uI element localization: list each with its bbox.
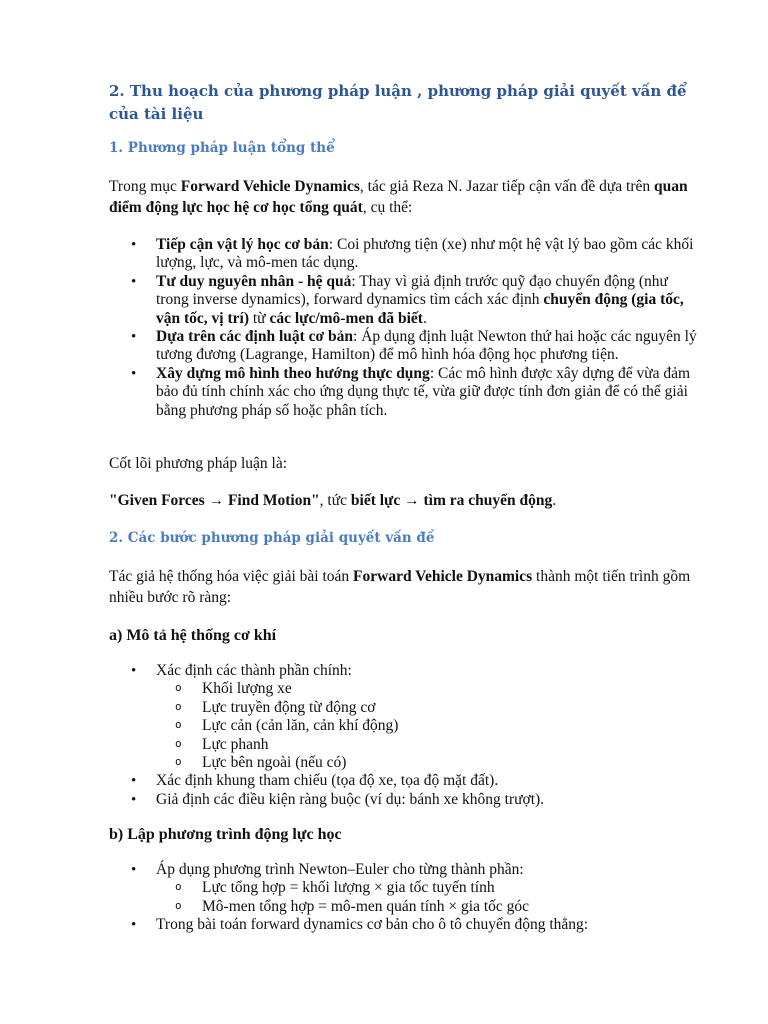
section-2-intro [109,566,699,608]
core-text: , tức [319,492,351,509]
list-item [109,861,699,916]
core-bold: biết lực → tìm ra chuyển động [350,492,553,509]
item-bold: Tiếp cận vật lý học cơ bản [156,236,329,253]
section-1-intro [109,176,699,218]
list-item [109,236,699,273]
item-text: từ [248,309,270,327]
core-bold: "Given Forces → Find Motion" [109,492,320,509]
step-b-title: b) Lập phương trình động lực học [109,826,342,843]
step-a-list [109,662,699,809]
intro-text: , cụ thể: [362,199,413,216]
list-item: • Trong bài toán forward dynamics cơ bản cho ô tô chuyển động thẳng: [109,916,699,934]
item-bold: các lực/mô-men đã biết [269,309,423,327]
item-bold: Xây dựng mô hình theo hướng thực dụng [156,364,430,382]
item-text: : Áp dụng định luật Newton thứ hai hoặc các nguyên lý tương đương (Lagrange, Hamilton) để mô hình hóa động học phương tiện. [156,328,697,364]
list-item [109,328,699,365]
list-item: • Xác định khung tham chiếu (tọa độ xe, tọa độ mặt đất). [109,772,699,790]
section-2-title: 2. Các bước phương pháp giải quyết vấn đề [109,530,435,546]
item-text: Xác định các thành phần chính: [156,662,352,679]
main-heading: 2. Thu hoạch của phương pháp luận , phương pháp giải quyết vấn để của tài liệu [109,82,687,123]
item-text: . [422,309,427,327]
list-item [109,273,699,328]
step-a-title: a) Mô tả hệ thống cơ khí [109,627,277,644]
step-a-sublist [156,680,699,772]
item-text: : Các mô hình được xây dựng để vừa đảm bảo đủ tính chính xác cho ứng dụng thực tế, vừa giữ được tính đơn giản để có thể giải bằng phương pháp số hoặc phân tích. [156,364,691,419]
sub-list-item: o Lực cản (cản lăn, cản khí động) [156,717,699,735]
core-statement [109,490,699,511]
section-1-title: 1. Phương pháp luận tổng thể [109,140,335,156]
intro-text: Tác giả hệ thống hóa việc giải bài toán [109,568,354,585]
step-b-sublist [156,879,699,916]
list-item [109,365,699,420]
item-bold: Dựa trên các định luật cơ bản [156,328,354,346]
sub-list-item: o Lực phanh [156,736,699,754]
item-text: Áp dụng phương trình Newton–Euler cho từng thành phần: [156,861,524,878]
intro-bold: Forward Vehicle Dynamics [180,178,360,195]
core-label: Cốt lõi phương pháp luận là: [109,455,288,472]
intro-text: , tác giả Reza N. Jazar tiếp cận vấn đề dựa trên [359,178,655,195]
intro-text: thành một tiến trình gồm nhiều bước rõ ràng: [109,568,691,606]
core-text: . [552,492,557,509]
item-bold: chuyển động (gia tốc, vận tốc, vị trí) [156,291,684,327]
sub-list-item: o Lực bên ngoài (nếu có) [156,754,699,772]
sub-list-item: o Mô-men tổng hợp = mô-men quán tính × gia tốc góc [156,898,699,916]
intro-bold: Forward Vehicle Dynamics [353,568,533,585]
item-text: : Coi phương tiện (xe) như một hệ vật lý bao gồm các khối lượng, lực, và mô-men tác dụng. [156,236,694,272]
item-text: : Thay vì giả định trước quỹ đạo chuyển động (như trong inverse dynamics), forward dynamics tìm cách xác định [156,272,668,309]
list-item [109,662,699,772]
sub-list-item: o Lực truyền động từ động cơ [156,699,699,717]
list-item: • Giả định các điều kiện ràng buộc (ví dụ: bánh xe không trượt). [109,791,699,809]
sub-list-item: o Khối lượng xe [156,680,699,698]
intro-text: Trong mục [109,178,181,195]
step-b-list [109,861,699,935]
sub-list-item: o Lực tổng hợp = khối lượng × gia tốc tuyến tính [156,879,699,897]
intro-bold: quan điểm động lực học hệ cơ học tổng quát [109,178,688,216]
item-bold: Tư duy nguyên nhân - hệ quả [156,272,352,290]
approach-list [109,236,699,420]
